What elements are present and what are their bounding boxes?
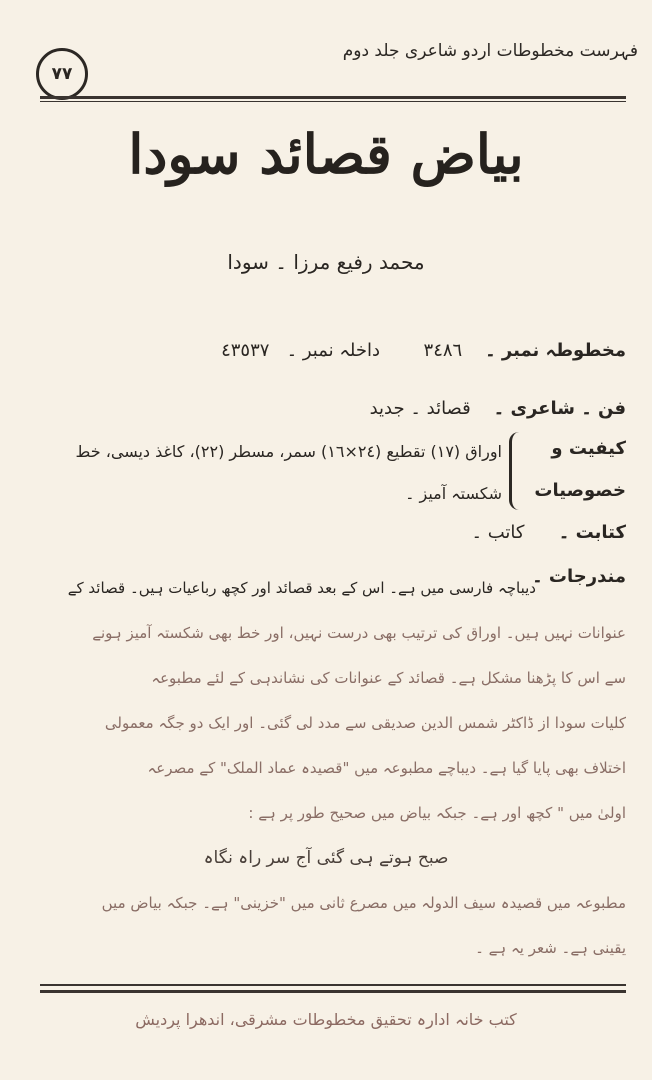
accession-number-value: ٤٣٥٣٧ (221, 340, 270, 361)
manuscript-number-row (424, 340, 626, 361)
library-footer: کتب خانہ ادارہ تحقیق مخطوطات مشرقی، اندھرا پردیش (135, 1010, 517, 1029)
description-label-top: کیفیت و (551, 438, 626, 459)
genre-label: فن ۔ شاعری ۔ (493, 398, 626, 419)
page-title: بیاض قصائد سودا (128, 122, 524, 186)
contents-line: کلیات سودا از ڈاکٹر شمس الدین صدیقی سے مدد لی گئی۔ اور ایک دو جگہ معمولی (104, 714, 626, 732)
contents-line: اختلاف بھی پایا گیا ہے۔ دیباچے مطبوعہ میں "قصیدہ عماد الملک" کے مصرعہ (147, 759, 626, 777)
curly-brace (509, 432, 526, 510)
manuscript-number-label: مخطوطہ نمبر ۔ (485, 340, 626, 361)
genre-row (370, 398, 626, 419)
description-label-bottom: خصوصیات (534, 480, 626, 501)
contents-line: سے اس کا پڑھنا مشکل ہے۔ قصائد کے عنوانات کی نشاندہی کے لئے مطبوعہ (151, 669, 626, 687)
author-line: محمد رفیع مرزا ۔ سودا (227, 250, 425, 274)
description-line-2: شکستہ آمیز ۔ (405, 484, 502, 503)
page-number: ٧٧ (36, 48, 88, 100)
scribe-value: کاتب ۔ (471, 522, 525, 543)
header-rule (40, 96, 626, 99)
footer-rule (40, 990, 626, 993)
scribe-row (471, 522, 626, 543)
footer-rule-thin (40, 984, 626, 986)
contents-line: مطبوعہ میں قصیدہ سیف الدولہ میں مصرع ثانی میں "خزینی" ہے۔ جبکہ بیاض میں (101, 894, 626, 912)
genre-value: قصائد ۔ جدید (369, 398, 471, 419)
contents-line: یقینی ہے۔ شعر یہ ہے ۔ (475, 939, 626, 957)
contents-line: اولیٰ میں " کچھ اور ہے۔ جبکہ بیاض میں صحیح طور پر ہے : (248, 804, 626, 822)
header-rule-thin (40, 101, 626, 102)
contents-line: عنوانات نہیں ہیں۔ اوراق کی ترتیب بھی درست نہیں، اور خط بھی شکستہ آمیز ہونے (92, 624, 626, 642)
running-header: فہرست مخطوطات اردو شاعری جلد دوم (342, 41, 638, 61)
contents-label: مندرجات ۔ (532, 566, 626, 587)
contents-line: دیباچہ فارسی میں ہے۔ اس کے بعد قصائد اور کچھ رباعیات ہیں۔ قصائد کے (67, 579, 536, 597)
contents-verse: صبح ہوتے ہی گئی آج سر راہ نگاہ (203, 848, 449, 868)
scribe-label: کتابت ۔ (558, 522, 626, 543)
accession-number-row (221, 340, 380, 361)
manuscript-number-value: ٣٤٨٦ (423, 340, 463, 361)
accession-number-label: داخلہ نمبر ۔ (286, 340, 380, 361)
contents-text (26, 566, 626, 971)
description-line-1: اوراق (١٧) تقطیع (٢٤×١٦) سمر، مسطر (٢٢)، کاغذ دیسی، خط (75, 442, 502, 461)
